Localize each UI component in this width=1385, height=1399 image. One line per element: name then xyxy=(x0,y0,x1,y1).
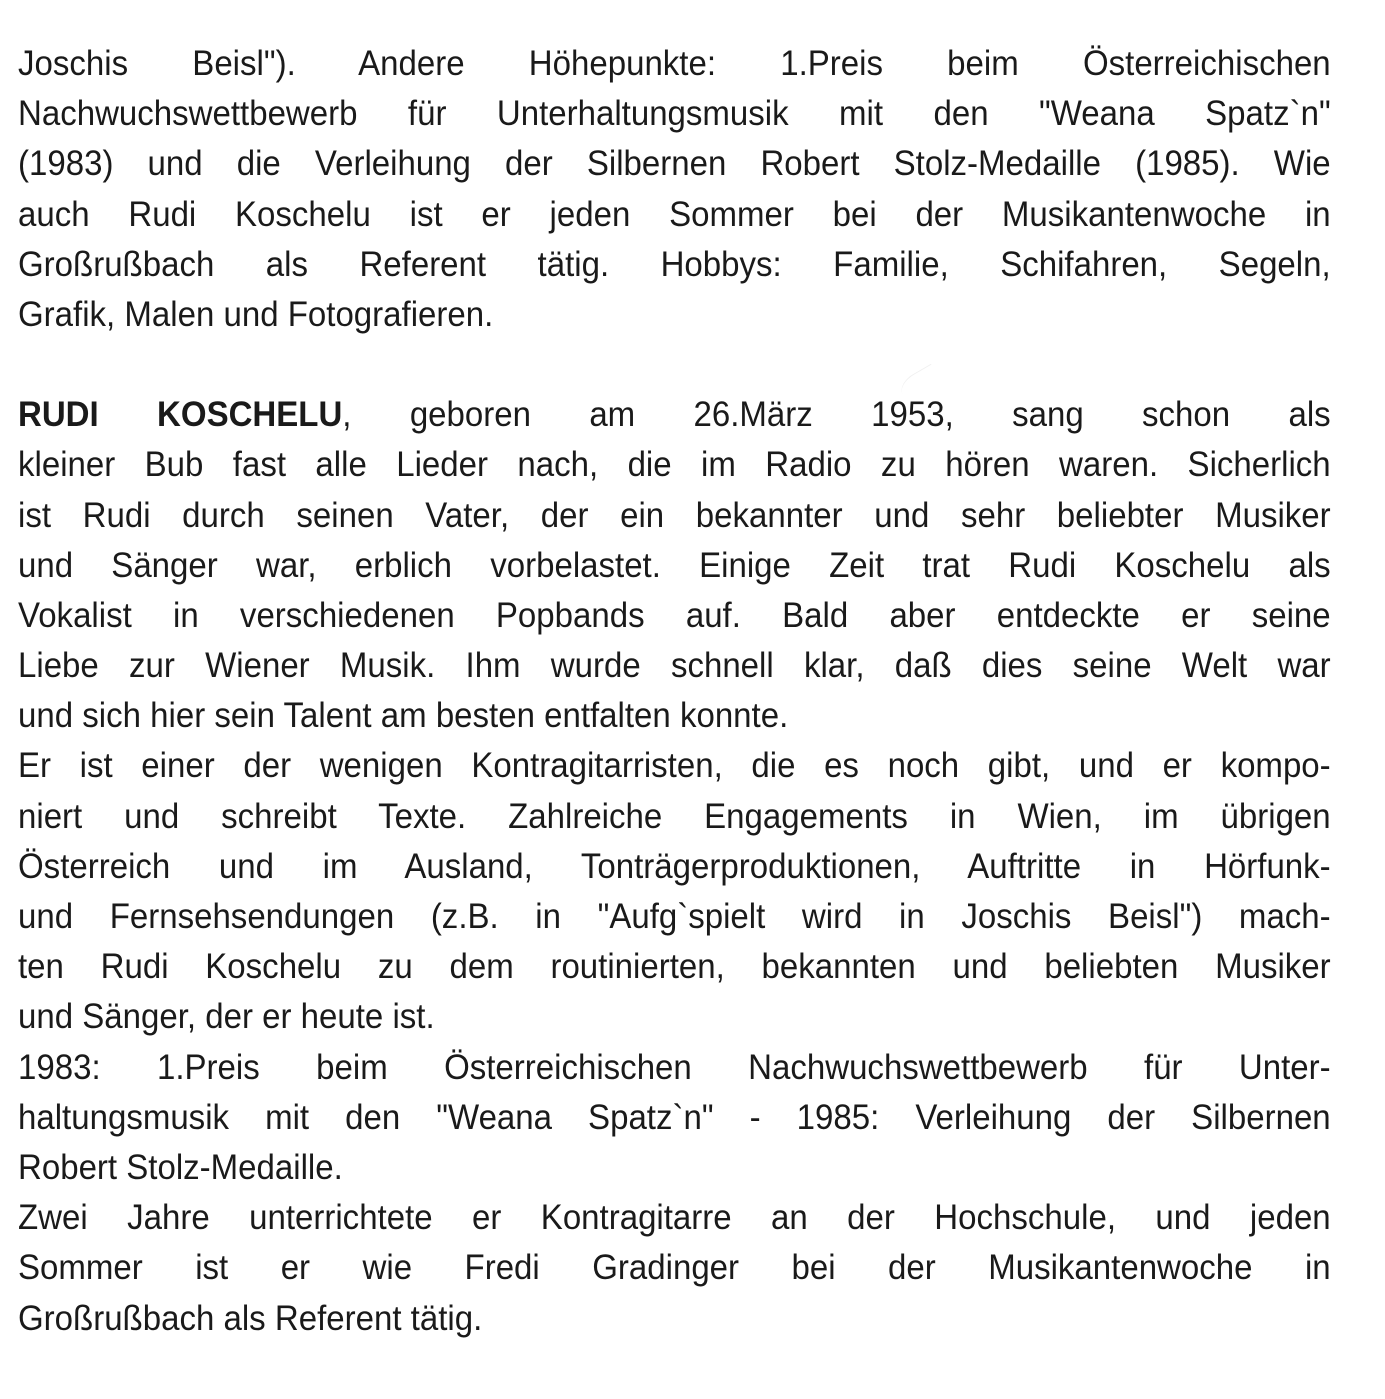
paragraph-fredi-gradinger-end xyxy=(18,38,1331,339)
text-line: Joschis Beisl"). Andere Höhepunkte: 1.Preis beim Österreichischen xyxy=(18,43,1331,83)
text-line: Nachwuchswettbewerb für Unterhaltungsmusik mit den "Weana Spatz`n" xyxy=(18,93,1331,134)
text-line: und sich hier sein Talent am besten entfalten konnte. xyxy=(18,695,789,736)
text-line: Österreich und im Ausland, Tonträgerproduktionen, Auftritte in Hörfunk- xyxy=(18,845,1331,886)
text-line-with-heading xyxy=(18,389,1331,439)
text-line: Robert Stolz-Medaille. xyxy=(18,1146,343,1187)
text-line: Zwei Jahre unterrichtete er Kontragitarre an der Hochschule, und jeden xyxy=(18,1197,1331,1238)
text-line: Er ist einer der wenigen Kontragitarristen, die es noch gibt, und er kompo- xyxy=(18,745,1331,786)
text-line: Vokalist in verschiedenen Popbands auf. Bald aber entdeckte er seine xyxy=(18,594,1331,635)
text-line: Sommer ist er wie Fredi Gradinger bei der Musikantenwoche in xyxy=(18,1247,1331,1288)
text-line: Grafik, Malen und Fotografieren. xyxy=(18,293,494,334)
text-line: und Fernsehsendungen (z.B. in "Aufg`spielt wird in Joschis Beisl") mach- xyxy=(18,896,1331,936)
text-line: (1983) und die Verleihung der Silbernen Robert Stolz-Medaille (1985). Wie xyxy=(18,143,1331,184)
paragraph-gap xyxy=(18,339,1331,389)
text-line: niert und schreibt Texte. Zahlreiche Engagements in Wien, im übrigen xyxy=(18,795,1331,836)
paragraph-career xyxy=(18,740,1331,1041)
text-line: haltungsmusik mit den "Weana Spatz`n" - 1985: Verleihung der Silbernen xyxy=(18,1096,1331,1137)
text-line: und Sänger, der er heute ist. xyxy=(18,996,435,1037)
paragraph-awards xyxy=(18,1042,1331,1193)
text-line: und Sänger war, erblich vorbelastet. Einige Zeit trat Rudi Koschelu als xyxy=(18,544,1331,585)
text-line: 1983: 1.Preis beim Österreichischen Nachwuchswettbewerb für Unter- xyxy=(18,1046,1331,1087)
text-line: kleiner Bub fast alle Lieder nach, die im Radio zu hören waren. Sicherlich xyxy=(18,444,1331,485)
paragraph-teaching xyxy=(18,1192,1331,1343)
text-line: auch Rudi Koschelu ist er jeden Sommer bei der Musikantenwoche in xyxy=(18,193,1331,234)
text-line: Großrußbach als Referent tätig. xyxy=(18,1297,483,1338)
text-line: Liebe zur Wiener Musik. Ihm wurde schnell klar, daß dies seine Welt war xyxy=(18,645,1331,686)
text-line: ten Rudi Koschelu zu dem routinierten, bekannten und beliebten Musiker xyxy=(18,946,1331,987)
paragraph-rudi-koschelu-bio xyxy=(18,389,1331,740)
name-heading: RUDI KOSCHELU xyxy=(18,394,343,435)
text-line: Großrußbach als Referent tätig. Hobbys: Familie, Schifahren, Segeln, xyxy=(18,243,1331,284)
first-line-rest: , geboren am 26.März 1953, sang schon als xyxy=(342,394,1331,435)
text-line: ist Rudi durch seinen Vater, der ein bekannter und sehr beliebter Musiker xyxy=(18,494,1331,535)
document-page xyxy=(18,38,1331,1343)
